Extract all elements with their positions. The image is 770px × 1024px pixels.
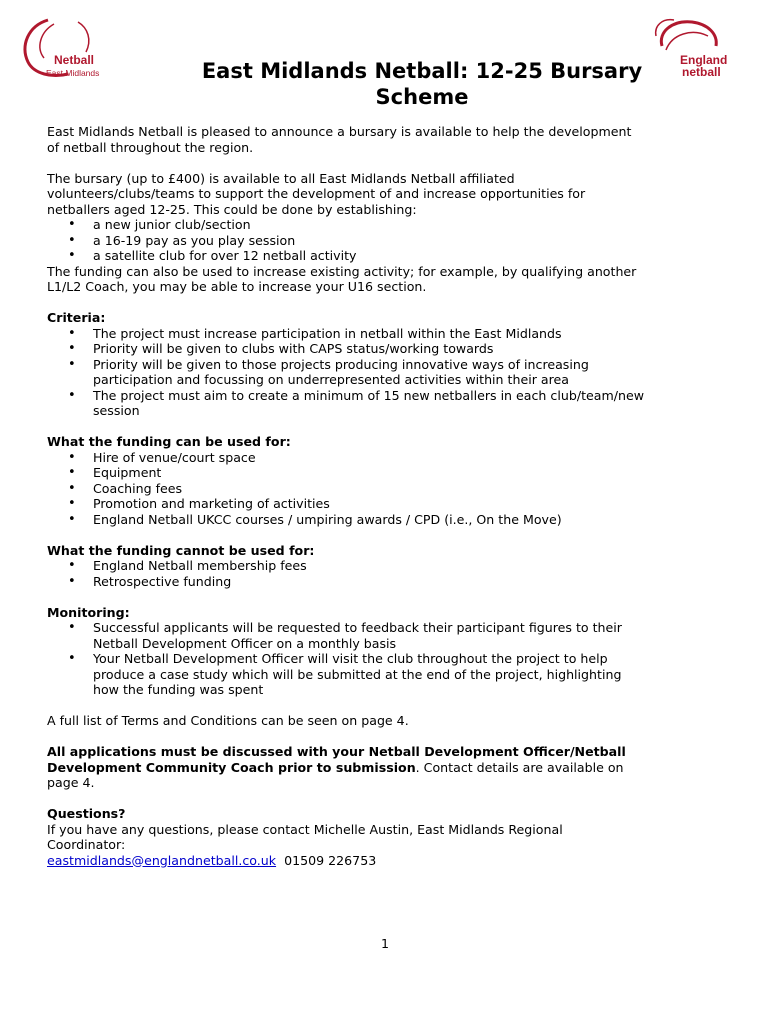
logo-right-line2: netball	[682, 65, 721, 79]
logo-left-line2: East Midlands	[46, 68, 100, 78]
logo-left-line1: Netball	[54, 53, 95, 67]
list-item-line: • The project must increase participation in netball within the East Midlands	[93, 325, 562, 341]
not-used-for-heading: What the funding cannot be used for:	[47, 542, 315, 558]
existing-line: The funding can also be used to increase existing activity; for example, by qualifying another	[47, 263, 637, 279]
used-for-list	[47, 450, 727, 528]
list-item-line: • Priority will be given to those projects producing innovative ways of increasing	[93, 356, 589, 372]
page-number: 1	[380, 936, 389, 951]
document-body	[47, 124, 727, 868]
list-item	[93, 341, 727, 357]
questions-heading: Questions?	[47, 806, 126, 821]
list-item-line: produce a case study which will be submitted at the end of the project, highlighting	[93, 666, 622, 682]
list-item-line: • The project must aim to create a minimum of 15 new netballers in each club/team/new	[93, 387, 645, 403]
not-used-for-list	[47, 558, 727, 589]
page-title	[100, 58, 744, 110]
applications-bold: Development Community Coach prior to submission	[47, 759, 416, 775]
list-item-line: • Priority will be given to clubs with CAPS status/working towards	[93, 341, 494, 356]
questions-line: If you have any questions, please contact Michelle Austin, East Midlands Regional	[47, 821, 563, 837]
list-item: • a satellite club for over 12 netball activity	[93, 248, 727, 264]
establish-list	[47, 217, 727, 264]
list-item	[93, 620, 727, 651]
list-item: • a new junior club/section	[93, 217, 727, 233]
used-for-heading: What the funding can be used for:	[47, 434, 291, 449]
title-line-1: East Midlands Netball: 12-25 Bursary	[201, 59, 643, 83]
terms-text: A full list of Terms and Conditions can be seen on page 4.	[47, 713, 409, 728]
list-item: • England Netball UKCC courses / umpiring awards / CPD (i.e., On the Move)	[93, 512, 727, 528]
intro-line: East Midlands Netball is pleased to announce a bursary is available to help the development	[47, 124, 632, 139]
list-item-line: how the funding was spent	[93, 682, 264, 697]
intro-line: of netball throughout the region.	[47, 139, 254, 155]
monitoring-list	[47, 620, 727, 698]
list-item	[93, 388, 727, 419]
logo-right-line1: England	[680, 53, 728, 67]
list-item-line: • Successful applicants will be requested to feedback their participant figures to their	[93, 620, 622, 635]
list-item-line: participation and focussing on underrepresented activities within their area	[93, 372, 569, 387]
bursary-line: The bursary (up to £400) is available to all East Midlands Netball affiliated	[47, 170, 515, 186]
list-item: • Coaching fees	[93, 481, 727, 497]
applications-line-1: All applications must be discussed with your Netball Development Officer/Netball	[47, 744, 626, 759]
list-item: • England Netball membership fees	[93, 558, 727, 574]
list-item: • Promotion and marketing of activities	[93, 496, 727, 512]
list-item: • Hire of venue/court space	[93, 450, 727, 466]
list-item-line: session	[93, 403, 140, 418]
list-item	[93, 651, 727, 698]
questions-line: Coordinator:	[47, 837, 126, 852]
criteria-list	[47, 326, 727, 419]
list-item-line: Netball Development Officer on a monthly basis	[93, 635, 397, 651]
applications-line-2	[47, 760, 727, 776]
list-item-line: • Your Netball Development Officer will visit the club throughout the project to help	[93, 651, 608, 666]
email-link[interactable]: eastmidlands@englandnetball.co.uk	[47, 852, 277, 868]
list-item	[93, 326, 727, 342]
netball-east-midlands-logo	[18, 18, 110, 88]
contact-line	[47, 853, 727, 869]
existing-line: L1/L2 Coach, you may be able to increase your U16 section.	[47, 279, 427, 294]
applications-line-3: page 4.	[47, 775, 95, 790]
list-item: • a 16-19 pay as you play session	[93, 233, 727, 249]
applications-rest: . Contact details are available on	[415, 759, 624, 775]
list-item: • Equipment	[93, 465, 727, 481]
list-item	[93, 357, 727, 388]
list-item: • Retrospective funding	[93, 574, 727, 590]
bursary-line: netballers aged 12-25. This could be done by establishing:	[47, 201, 417, 217]
phone-number: 01509 226753	[284, 852, 377, 868]
criteria-heading: Criteria:	[47, 310, 106, 325]
monitoring-heading: Monitoring:	[47, 604, 130, 620]
bursary-line: volunteers/clubs/teams to support the development of and increase opportunities for	[47, 186, 586, 201]
title-line-2: Scheme	[375, 85, 469, 109]
